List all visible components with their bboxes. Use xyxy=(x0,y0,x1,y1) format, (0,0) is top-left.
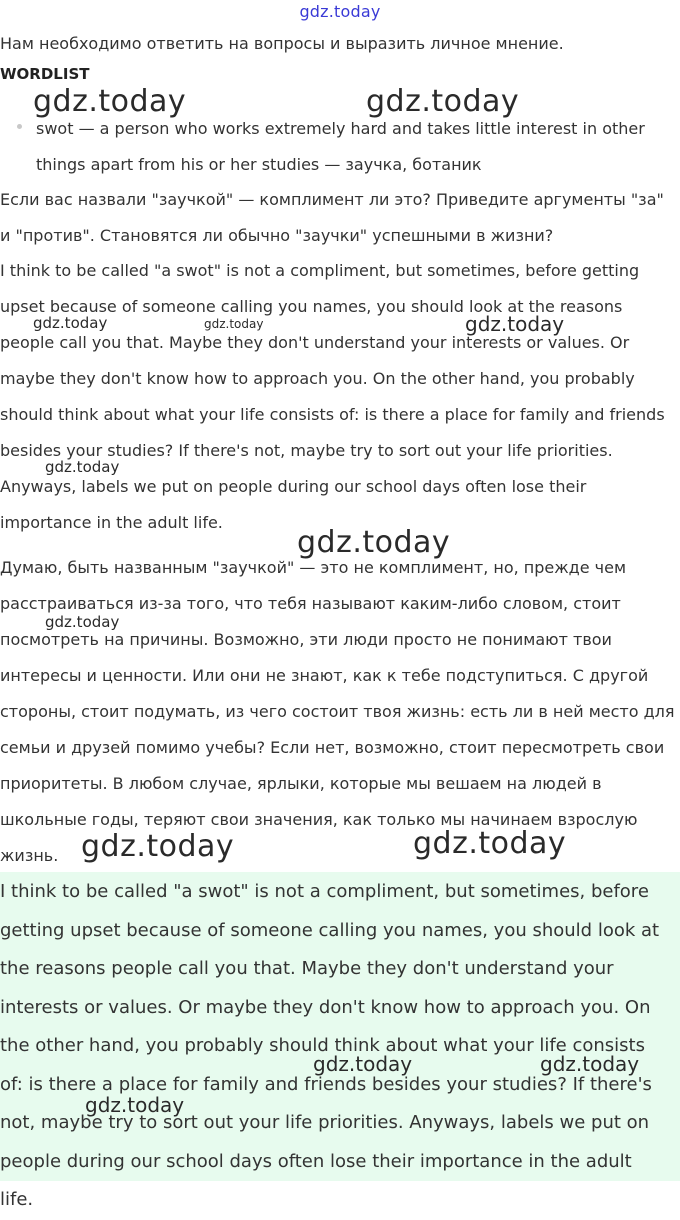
watermark: gdz.today xyxy=(413,826,567,861)
question-text: Если вас назвали "заучкой" — комплимент ли это? Приведите аргументы "за" и "против". Становятся ли обычно "заучки" успешными в жизни? xyxy=(0,190,664,245)
watermark: gdz.today xyxy=(45,458,120,476)
bullet-icon xyxy=(17,124,22,129)
intro-text: Нам необходимо ответить на вопросы и выразить личное мнение. xyxy=(0,34,564,53)
watermark: gdz.today xyxy=(33,84,187,119)
site-mark: gdz.today xyxy=(299,2,381,21)
wordlist-item: swot — a person who works extremely hard and takes little interest in other things apart from his or her studies — заучка, ботаник xyxy=(36,119,645,174)
watermark: gdz.today xyxy=(540,1052,640,1076)
watermark: gdz.today xyxy=(313,1052,413,1076)
watermark: gdz.today xyxy=(85,1093,185,1117)
watermark: gdz.today xyxy=(366,84,520,119)
wordlist-heading: WORDLIST xyxy=(0,65,90,83)
watermark: gdz.today xyxy=(33,314,108,332)
answer-russian: Думаю, быть названным "заучкой" — это не комплимент, но, прежде чем расстраиваться из-за того, что тебя называют каким-либо словом, стоит посмотреть на причины. Возможно, эти люди просто не понимают твои интересы и ценности. Или они не знают, как к тебе подступиться. С другой стороны, стоит подумать, из чего состоит твоя жизнь: есть ли в ней место для семьи и друзей помимо учебы? Если нет, возможно, стоит пересмотреть свои приоритеты. В любом случае, ярлыки, которые мы вешаем на людей в школьные годы, теряют свои значения, как только мы начинаем взрослую жизнь. xyxy=(0,558,675,865)
watermark: gdz.today xyxy=(81,829,235,864)
watermark: gdz.today xyxy=(204,317,264,331)
answer-english: I think to be called "a swot" is not a compliment, but sometimes, before getting upset because of someone calling you names, you should look at the reasons people call you that. Maybe they don't understand your interests or values. Or maybe they don't know how to approach you. On the other hand, you probably should think about what your life consists of: is there a place for family and friends besides your studies? If there's not, maybe try to sort out your life priorities. Anyways, labels we put on people during our school days often lose their importance in the adult life. xyxy=(0,261,665,532)
watermark: gdz.today xyxy=(45,613,120,631)
watermark: gdz.today xyxy=(297,525,451,560)
watermark: gdz.today xyxy=(465,312,565,336)
answer-highlight-text: I think to be called "a swot" is not a compliment, but sometimes, before getting upset because of someone calling you names, you should look at the reasons people call you that. Maybe they don't understand your interests or values. Or maybe they don't know how to approach you. On the other hand, you probably should think about what your life consists of: is there a place for family and friends besides your studies? If there's not, maybe try to sort out your life priorities. Anyways, labels we put on people during our school days often lose their importance in the adult life. xyxy=(0,881,660,1210)
